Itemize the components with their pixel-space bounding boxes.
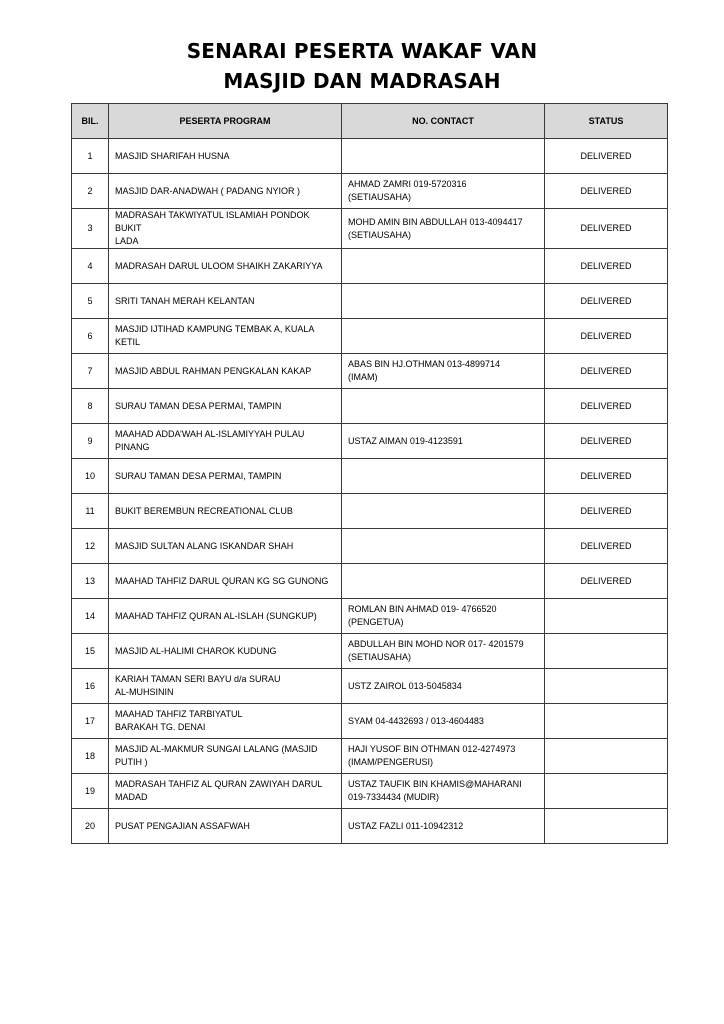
participant-name-line: MAAHAD ADDA’WAH AL-ISLAMIYYAH PULAU bbox=[115, 429, 305, 439]
participant-name bbox=[109, 739, 342, 774]
contact-line: USTAZ TAUFIK BIN KHAMIS@MAHARANI bbox=[348, 779, 522, 789]
contact-line: (SETIAUSAHA) bbox=[348, 192, 412, 202]
participant-name bbox=[109, 389, 342, 424]
participant-name-line: MASJID IJTIHAD KAMPUNG TEMBAK A, KUALA bbox=[115, 324, 315, 334]
table-row bbox=[72, 319, 668, 354]
participant-name bbox=[109, 249, 342, 284]
contact-line: (IMAM/PENGERUSI) bbox=[348, 757, 434, 767]
row-number: 19 bbox=[72, 774, 109, 809]
participant-name-line: MASJID DAR-ANADWAH ( PADANG NYIOR ) bbox=[115, 185, 301, 196]
participant-name-line: MAAHAD TAHFIZ TARBIYATUL bbox=[115, 709, 243, 719]
table-row bbox=[72, 249, 668, 284]
contact-info bbox=[342, 174, 545, 209]
participant-name bbox=[109, 459, 342, 494]
row-number: 6 bbox=[72, 319, 109, 354]
table-row bbox=[72, 354, 668, 389]
delivery-status bbox=[545, 774, 668, 809]
delivery-status: DELIVERED bbox=[545, 459, 668, 494]
participant-name-line: BARAKAH TG. DENAI bbox=[115, 722, 206, 732]
participant-name-line: KETIL bbox=[115, 337, 141, 347]
contact-info bbox=[342, 139, 545, 174]
header-status: STATUS bbox=[545, 104, 668, 139]
contact-info bbox=[342, 424, 545, 459]
header-peserta: PESERTA PROGRAM bbox=[109, 104, 342, 139]
participant-name bbox=[109, 139, 342, 174]
participant-name-line: MADRASAH DARUL ULOOM SHAIKH ZAKARIYYA bbox=[115, 260, 323, 271]
title-line-2: MASJID DAN MADRASAH bbox=[223, 69, 501, 93]
contact-line: (IMAM) bbox=[348, 372, 378, 382]
participant-name bbox=[109, 669, 342, 704]
table-row bbox=[72, 459, 668, 494]
delivery-status: DELIVERED bbox=[545, 139, 668, 174]
row-number: 1 bbox=[72, 139, 109, 174]
table-row bbox=[72, 424, 668, 459]
row-number: 5 bbox=[72, 284, 109, 319]
row-number: 12 bbox=[72, 529, 109, 564]
delivery-status bbox=[545, 809, 668, 844]
row-number: 2 bbox=[72, 174, 109, 209]
participant-name-line: MADAD bbox=[115, 792, 148, 802]
contact-info bbox=[342, 704, 545, 739]
row-number: 11 bbox=[72, 494, 109, 529]
participant-name bbox=[109, 319, 342, 354]
document-title bbox=[0, 36, 724, 96]
table-body bbox=[72, 139, 668, 844]
participant-name bbox=[109, 209, 342, 249]
participant-name bbox=[109, 704, 342, 739]
delivery-status: DELIVERED bbox=[545, 209, 668, 249]
participant-name bbox=[109, 174, 342, 209]
contact-line: USTAZ AIMAN 019-4123591 bbox=[348, 435, 463, 446]
contact-info bbox=[342, 209, 545, 249]
delivery-status bbox=[545, 704, 668, 739]
delivery-status: DELIVERED bbox=[545, 284, 668, 319]
contact-info bbox=[342, 319, 545, 354]
contact-line: SYAM 04-4432693 / 013-4604483 bbox=[348, 715, 484, 726]
participant-name-line: MASJID SULTAN ALANG ISKANDAR SHAH bbox=[115, 540, 294, 551]
contact-info bbox=[342, 564, 545, 599]
contact-line: USTZ ZAIROL 013-5045834 bbox=[348, 680, 462, 691]
participant-name-line: PINANG bbox=[115, 442, 150, 452]
contact-info bbox=[342, 529, 545, 564]
contact-line: ABDULLAH BIN MOHD NOR 017- 4201579 bbox=[348, 639, 524, 649]
participant-name bbox=[109, 494, 342, 529]
contact-info bbox=[342, 739, 545, 774]
contact-info bbox=[342, 599, 545, 634]
delivery-status: DELIVERED bbox=[545, 389, 668, 424]
participant-name-line: SURAU TAMAN DESA PERMAI, TAMPIN bbox=[115, 470, 282, 481]
contact-line: MOHD AMIN BIN ABDULLAH 013-4094417 bbox=[348, 216, 523, 227]
row-number: 7 bbox=[72, 354, 109, 389]
table-row bbox=[72, 774, 668, 809]
table-row bbox=[72, 634, 668, 669]
table-row bbox=[72, 704, 668, 739]
participant-name-line: MASJID SHARIFAH HUSNA bbox=[115, 150, 230, 161]
table-row bbox=[72, 174, 668, 209]
participant-name bbox=[109, 284, 342, 319]
row-number: 20 bbox=[72, 809, 109, 844]
contact-info bbox=[342, 284, 545, 319]
row-number: 15 bbox=[72, 634, 109, 669]
row-number: 10 bbox=[72, 459, 109, 494]
delivery-status: DELIVERED bbox=[545, 174, 668, 209]
contact-line: (SETIAUSAHA) bbox=[348, 229, 412, 240]
contact-line: ABAS BIN HJ.OTHMAN 013-4899714 bbox=[348, 359, 501, 369]
delivery-status: DELIVERED bbox=[545, 319, 668, 354]
row-number: 14 bbox=[72, 599, 109, 634]
contact-info bbox=[342, 459, 545, 494]
table-row bbox=[72, 529, 668, 564]
row-number: 4 bbox=[72, 249, 109, 284]
row-number: 3 bbox=[72, 209, 109, 249]
participant-name-line: MAAHAD TAHFIZ DARUL QURAN KG SG GUNONG bbox=[115, 575, 329, 586]
table-row bbox=[72, 209, 668, 249]
participant-name bbox=[109, 564, 342, 599]
participant-name-line: MASJID AL-MAKMUR SUNGAI LALANG (MASJID bbox=[115, 744, 318, 754]
participant-name bbox=[109, 354, 342, 389]
participant-name-line: LADA bbox=[115, 236, 139, 246]
participant-name-line: MASJID AL-HALIMI CHAROK KUDUNG bbox=[115, 645, 277, 656]
participant-name bbox=[109, 424, 342, 459]
contact-info bbox=[342, 389, 545, 424]
participant-name bbox=[109, 809, 342, 844]
participant-name-line: BUKIT BEREMBUN RECREATIONAL CLUB bbox=[115, 505, 293, 516]
participant-name-line: PUSAT PENGAJIAN ASSAFWAH bbox=[115, 820, 250, 831]
contact-line: ROMLAN BIN AHMAD 019- 4766520 bbox=[348, 604, 497, 614]
delivery-status bbox=[545, 739, 668, 774]
contact-line: (SETIAUSAHA) bbox=[348, 652, 412, 662]
table-row bbox=[72, 494, 668, 529]
participant-name-line: SRITI TANAH MERAH KELANTAN bbox=[115, 295, 255, 306]
participant-name bbox=[109, 529, 342, 564]
delivery-status bbox=[545, 634, 668, 669]
delivery-status bbox=[545, 599, 668, 634]
contact-line: AHMAD ZAMRI 019-5720316 bbox=[348, 179, 467, 189]
delivery-status: DELIVERED bbox=[545, 424, 668, 459]
delivery-status: DELIVERED bbox=[545, 564, 668, 599]
row-number: 8 bbox=[72, 389, 109, 424]
participant-name-line: SURAU TAMAN DESA PERMAI, TAMPIN bbox=[115, 400, 282, 411]
contact-line: HAJI YUSOF BIN OTHMAN 012-4274973 bbox=[348, 744, 516, 754]
table-row bbox=[72, 809, 668, 844]
contact-info bbox=[342, 774, 545, 809]
table-row bbox=[72, 599, 668, 634]
contact-info bbox=[342, 634, 545, 669]
row-number: 9 bbox=[72, 424, 109, 459]
participant-name-line: KARIAH TAMAN SERI BAYU d/a SURAU bbox=[115, 674, 281, 684]
row-number: 13 bbox=[72, 564, 109, 599]
contact-line: 019-7334434 (MUDIR) bbox=[348, 792, 440, 802]
participant-name bbox=[109, 774, 342, 809]
participant-name-line: MADRASAH TAKWIYATUL ISLAMIAH PONDOK BUKIT bbox=[115, 210, 310, 233]
delivery-status: DELIVERED bbox=[545, 249, 668, 284]
header-contact: NO. CONTACT bbox=[342, 104, 545, 139]
contact-line: USTAZ FAZLI 011-10942312 bbox=[348, 820, 464, 831]
table-row bbox=[72, 389, 668, 424]
delivery-status: DELIVERED bbox=[545, 494, 668, 529]
participant-name bbox=[109, 599, 342, 634]
participant-name-line: MADRASAH TAHFIZ AL QURAN ZAWIYAH DARUL bbox=[115, 779, 323, 789]
delivery-status bbox=[545, 669, 668, 704]
contact-info bbox=[342, 354, 545, 389]
contact-info bbox=[342, 249, 545, 284]
delivery-status: DELIVERED bbox=[545, 529, 668, 564]
participant-name-line: AL-MUHSININ bbox=[115, 687, 174, 697]
delivery-status: DELIVERED bbox=[545, 354, 668, 389]
table-header-row bbox=[72, 104, 668, 139]
contact-info bbox=[342, 494, 545, 529]
contact-info bbox=[342, 669, 545, 704]
participant-name bbox=[109, 634, 342, 669]
participant-name-line: MASJID ABDUL RAHMAN PENGKALAN KAKAP bbox=[115, 365, 312, 376]
contact-info bbox=[342, 809, 545, 844]
contact-line: (PENGETUA) bbox=[348, 617, 404, 627]
table-row bbox=[72, 139, 668, 174]
table-row bbox=[72, 669, 668, 704]
header-bil: BIL. bbox=[72, 104, 109, 139]
participant-name-line: PUTIH ) bbox=[115, 757, 148, 767]
title-line-1: SENARAI PESERTA WAKAF VAN bbox=[186, 39, 538, 63]
table-row bbox=[72, 739, 668, 774]
participant-name-line: MAAHAD TAHFIZ QURAN AL-ISLAH (SUNGKUP) bbox=[115, 610, 317, 621]
table-row bbox=[72, 564, 668, 599]
participant-table bbox=[71, 103, 668, 844]
row-number: 16 bbox=[72, 669, 109, 704]
table-row bbox=[72, 284, 668, 319]
row-number: 17 bbox=[72, 704, 109, 739]
row-number: 18 bbox=[72, 739, 109, 774]
